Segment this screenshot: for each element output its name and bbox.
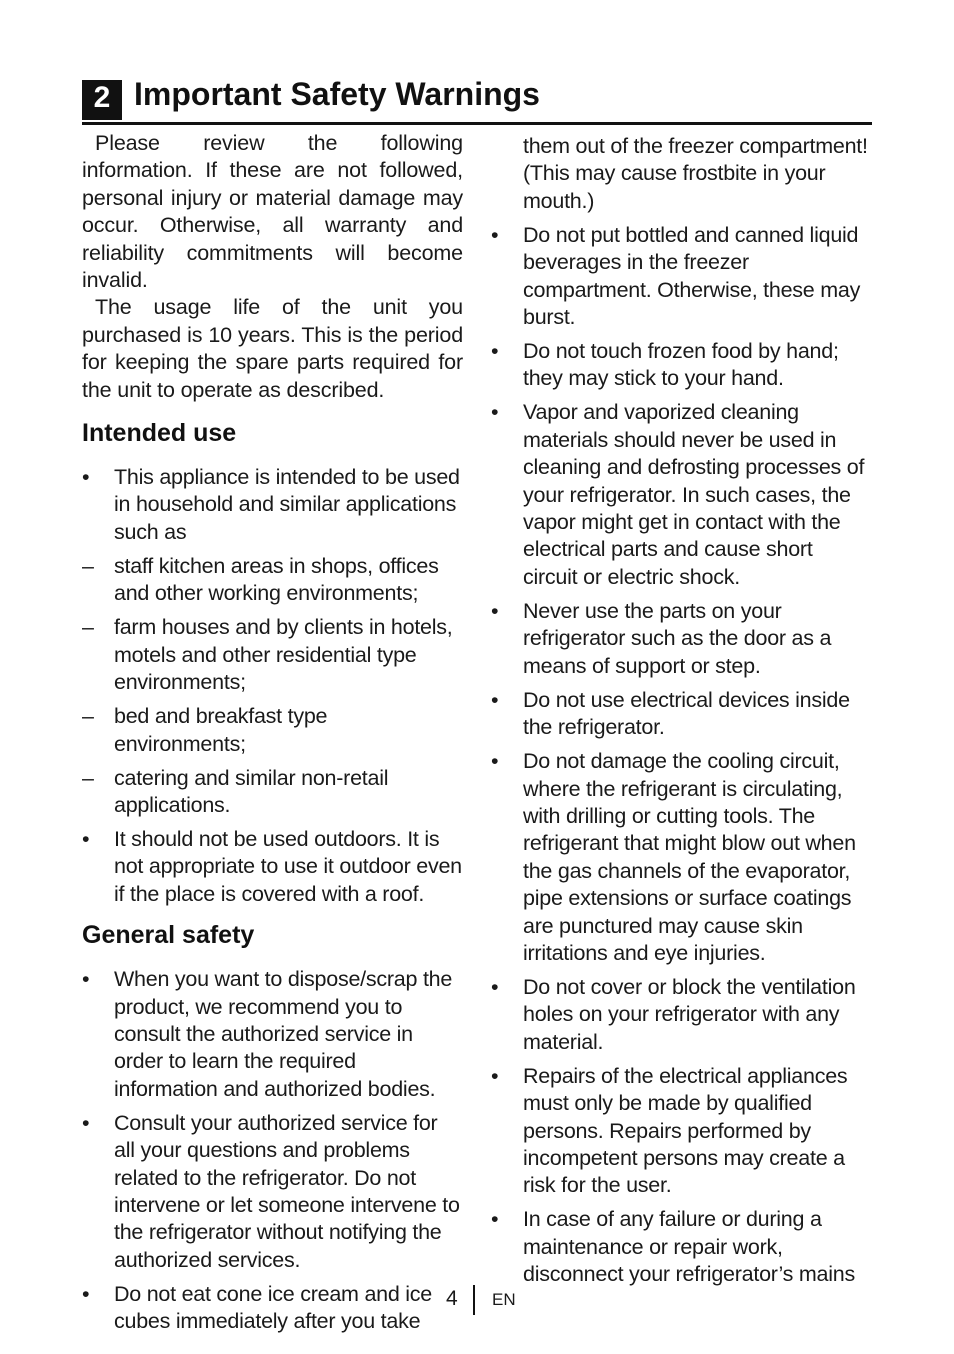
list-item <box>82 765 463 820</box>
list-item-text: staff kitchen areas in shops, offices and other working environments; <box>114 553 439 606</box>
bullet-marker: • <box>491 974 499 999</box>
intro-paragraph: Please review the following information. If these are not followed, personal injury or material damage may occur. Otherwise, all warranty and reliability commitments will become invalid. <box>82 131 463 293</box>
list-item <box>82 614 463 696</box>
left-column <box>82 130 463 1342</box>
dash-marker: – <box>82 615 94 640</box>
list-item <box>82 553 463 608</box>
list-item-text: catering and similar non-retail applications. <box>114 765 389 817</box>
page-number: 4 <box>446 1287 458 1310</box>
list-item <box>491 1206 872 1288</box>
usage-life-paragraph: The usage life of the unit you purchased is 10 years. This is the period for keeping the spare parts required for the unit to operate as described. <box>82 295 463 402</box>
list-item <box>491 748 872 967</box>
list-item-text: farm houses and by clients in hotels, motels and other residential type environments; <box>114 615 453 695</box>
list-item <box>82 703 463 758</box>
list-item-text: It should not be used outdoors. It is not appropriate to use it outdoor even if the place is covered with a roof. <box>114 826 462 906</box>
list-item-text: In case of any failure or during a maintenance or repair work, disconnect your refrigerator’s mains <box>523 1207 855 1287</box>
bullet-marker: • <box>491 1063 499 1088</box>
list-item-text: Do not use electrical devices inside the refrigerator. <box>523 687 850 740</box>
dash-marker: – <box>82 765 94 790</box>
list-item <box>82 464 463 546</box>
list-item-text: Consult your authorized service for all your questions and problems related to the refrigerator. Do not intervene or let someone intervene to the refrigerator without notifying the authorized services. <box>114 1110 460 1272</box>
list-item-text: Do not touch frozen food by hand; they may stick to your hand. <box>523 339 839 391</box>
intended-use-heading: Intended use <box>82 419 237 448</box>
list-item-text: bed and breakfast type environments; <box>114 704 328 756</box>
list-item-text: This appliance is intended to be used in household and similar applications such as <box>114 465 460 544</box>
language-code: EN <box>492 1290 516 1309</box>
list-item <box>82 966 463 1103</box>
list-item-text: Do not put bottled and canned liquid beverages in the freezer compartment. Otherwise, these may burst. <box>523 222 861 330</box>
list-item <box>82 826 463 908</box>
bullet-marker: • <box>82 1110 90 1135</box>
bullet-marker: • <box>491 339 499 364</box>
list-item <box>491 399 872 591</box>
list-item <box>491 687 872 742</box>
bullet-marker: • <box>491 1207 499 1232</box>
list-item <box>491 598 872 680</box>
section-number: 2 <box>82 80 122 120</box>
intended-use-list <box>82 464 463 908</box>
bullet-marker: • <box>491 749 499 774</box>
list-item <box>491 338 872 393</box>
bullet-marker: • <box>491 598 499 623</box>
bullet-marker: • <box>491 222 499 247</box>
page-title: Important Safety Warnings <box>134 76 540 112</box>
footer-divider <box>473 1285 475 1315</box>
list-item-text: Do not eat cone ice cream and ice cubes immediately after you take <box>114 1281 433 1334</box>
section-header <box>82 72 872 125</box>
list-item-text: Vapor and vaporized cleaning materials should never be used in cleaning and defrosting processes of your refrigerator. In such cases, the vapor might get in contact with the electrical parts and cause short circuit or electric shock. <box>523 400 865 589</box>
list-item-text: Do not cover or block the ventilation holes on your refrigerator with any material. <box>523 974 856 1054</box>
list-item <box>491 974 872 1056</box>
list-item <box>491 222 872 332</box>
bullet-marker: • <box>82 967 90 992</box>
general-safety-heading: General safety <box>82 921 255 950</box>
bullet-marker: • <box>82 826 90 851</box>
dash-marker: – <box>82 704 94 729</box>
bullet-marker: • <box>82 465 90 490</box>
general-safety-list-left <box>82 966 463 1335</box>
dash-marker: – <box>82 553 94 578</box>
list-item <box>491 1063 872 1200</box>
list-item <box>82 1110 463 1274</box>
right-column <box>491 133 872 1295</box>
bullet-marker: • <box>491 400 499 425</box>
general-safety-list-right <box>491 222 872 1289</box>
list-item-continuation: them out of the freezer compartment! (This may cause frostbite in your mouth.) <box>523 134 868 213</box>
list-item-text: Never use the parts on your refrigerator such as the door as a means of support or step. <box>523 598 832 678</box>
bullet-marker: • <box>491 687 499 712</box>
list-item-text: Repairs of the electrical appliances must only be made by qualified persons. Repairs performed by incompetent persons may create a risk for the user. <box>523 1063 848 1198</box>
page-footer <box>0 1285 954 1317</box>
bullet-marker: • <box>82 1281 90 1306</box>
list-item-text: Do not damage the cooling circuit, where the refrigerant is circulating, with drilling or cutting tools. The refrigerant that might blow out when the gas channels of the evaporator, pipe extensions or surface coatings are punctured may cause skin irritations and eye injuries. <box>523 749 856 965</box>
list-item-text: When you want to dispose/scrap the product, we recommend you to consult the authorized service in order to learn the required information and authorized bodies. <box>114 967 453 1101</box>
